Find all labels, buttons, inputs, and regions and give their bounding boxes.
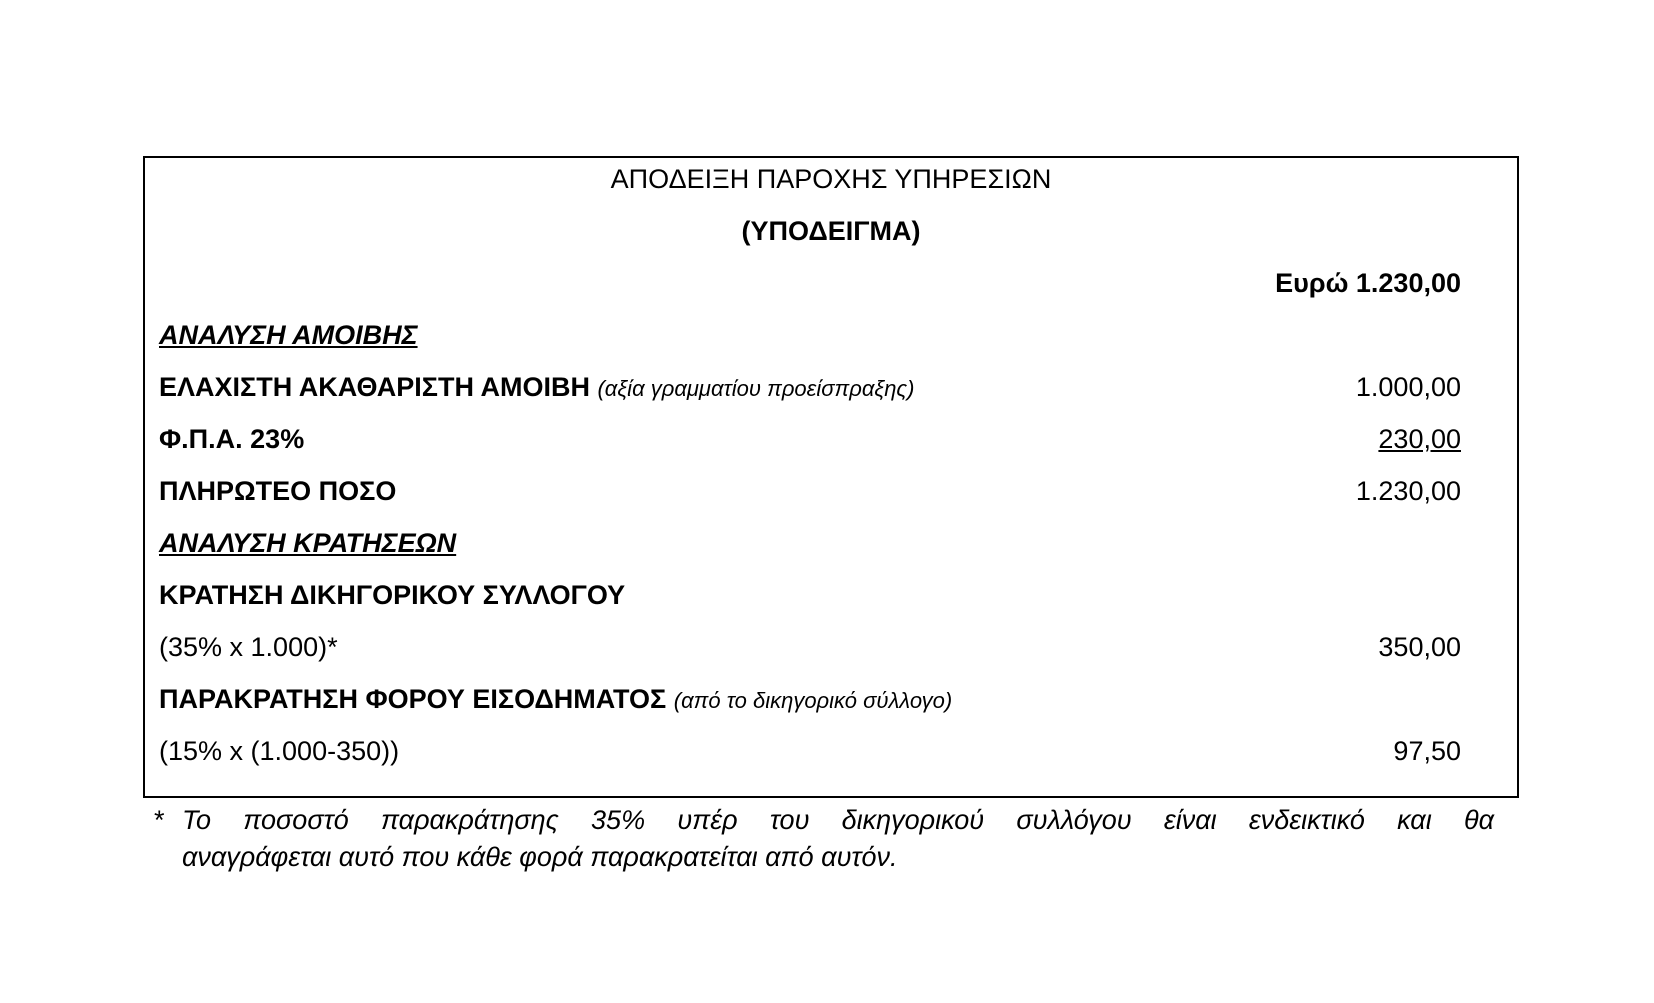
- tax-amount: 97,50: [1393, 736, 1461, 766]
- footnote: [154, 802, 1494, 876]
- tax-formula: (15% x (1.000-350)): [159, 736, 400, 766]
- receipt-box: [143, 156, 1519, 798]
- deductions-heading: ΑΝΑΛΥΣΗ ΚΡΑΤΗΣΕΩΝ: [159, 528, 457, 558]
- payable-label: ΠΛΗΡΩΤΕΟ ΠΟΣΟ: [159, 476, 397, 506]
- total-amount: Ευρώ 1.230,00: [1275, 268, 1461, 298]
- receipt-title: [145, 162, 1517, 196]
- fee-analysis-heading-row: [159, 318, 1461, 352]
- bar-deduction-label: ΚΡΑΤΗΣΗ ΔΙΚΗΓΟΡΙΚΟΥ ΣΥΛΛΟΓΟΥ: [159, 580, 626, 610]
- min-gross-note: (αξία γραμματίου προείσπραξης): [597, 376, 915, 401]
- vat-amount: 230,00: [1378, 424, 1461, 454]
- bar-formula-row: [159, 630, 1461, 664]
- min-gross-row: [159, 370, 1461, 404]
- tax-label: ΠΑΡΑΚΡΑΤΗΣΗ ΦΟΡΟΥ ΕΙΣΟΔΗΜΑΤΟΣ: [159, 684, 667, 714]
- vat-row: [159, 422, 1461, 456]
- footnote-line-1: Το ποσοστό παρακράτησης 35% υπέρ του δικηγορικού συλλόγου είναι ενδεικτικό και θα: [182, 805, 1494, 835]
- footnote-text: [182, 802, 1494, 876]
- tax-withholding-row: [159, 682, 1461, 716]
- receipt-title-text: ΑΠΟΔΕΙΞΗ ΠΑΡΟΧΗΣ ΥΠΗΡΕΣΙΩΝ: [610, 164, 1052, 194]
- tax-label-group: [159, 682, 952, 718]
- receipt-subtitle-text: (ΥΠΟΔΕΙΓΜΑ): [741, 216, 921, 246]
- footnote-star: *: [154, 805, 165, 835]
- bar-deduction-row: [159, 578, 1461, 612]
- payable-row: [159, 474, 1461, 508]
- bar-formula: (35% x 1.000)*: [159, 632, 338, 662]
- fee-analysis-heading: ΑΝΑΛΥΣΗ ΑΜΟΙΒΗΣ: [159, 320, 418, 350]
- vat-label: Φ.Π.Α. 23%: [159, 424, 305, 454]
- tax-formula-row: [159, 734, 1461, 768]
- deductions-heading-row: [159, 526, 1461, 560]
- receipt-subtitle: [145, 214, 1517, 248]
- footnote-line-2: αναγράφεται αυτό που κάθε φορά παρακρατείται από αυτόν.: [182, 842, 898, 872]
- min-gross-label: ΕΛΑΧΙΣΤΗ ΑΚΑΘΑΡΙΣΤΗ ΑΜΟΙΒΗ: [159, 372, 590, 402]
- tax-note: (από το δικηγορικό σύλλογο): [673, 688, 953, 713]
- payable-amount: 1.230,00: [1355, 476, 1461, 506]
- min-gross-amount: 1.000,00: [1355, 372, 1461, 402]
- bar-amount: 350,00: [1378, 632, 1461, 662]
- total-row: [159, 266, 1461, 300]
- min-gross-label-group: [159, 370, 914, 406]
